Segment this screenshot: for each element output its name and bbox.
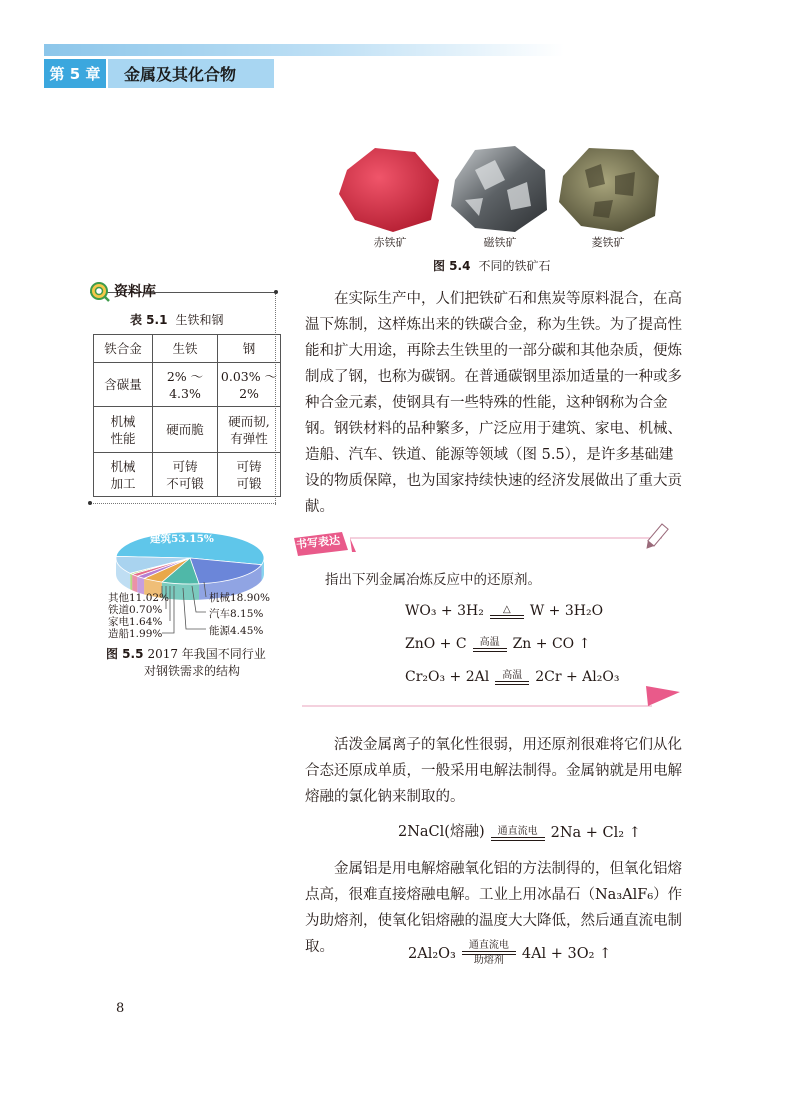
table-cell: 含碳量 (94, 363, 153, 407)
eq2-condition (473, 637, 507, 652)
eq3-left: Cr₂O₃ + 2Al (405, 669, 490, 685)
figure-5-5-number: 图 5.5 (106, 647, 144, 661)
al2o3-condition-under: 助熔剂 (473, 955, 504, 966)
pie-label-railway: 铁道0.70% (108, 604, 163, 616)
figure-5-4-number: 图 5.4 (433, 259, 471, 273)
equation-nacl (398, 820, 641, 841)
table-cell: 可铸 可锻 (218, 453, 281, 497)
nacl-condition-text: 通直流电 (497, 826, 538, 837)
table-cell: 0.03% ～ 2% (218, 363, 281, 407)
chapter-title: 金属及其化合物 (108, 59, 274, 88)
equation-wo3 (405, 603, 603, 619)
table-cell: 机械 性能 (94, 407, 153, 453)
figure-5-4-text: 不同的铁矿石 (478, 259, 551, 273)
table-cell: 硬而韧, 有弹性 (218, 407, 281, 453)
table-5-1-number: 表 5.1 (130, 313, 168, 327)
al2o3-left: 2Al₂O₃ (408, 945, 456, 962)
table-cell: 机械 加工 (94, 453, 153, 497)
eq2-right: Zn + CO ↑ (512, 636, 591, 652)
figure-5-5-line2: 对钢铁需求的结构 (144, 664, 241, 678)
eq1-condition (490, 604, 524, 619)
equation-al2o3 (408, 940, 611, 967)
al2o3-condition (462, 940, 516, 967)
equation-cr2o3 (405, 669, 619, 685)
page-number: 8 (116, 1001, 125, 1016)
figure-5-5-caption (106, 646, 266, 680)
eq3-condition-text: 高温 (502, 670, 523, 681)
paragraph-electrolysis: 活泼金属离子的氧化性很弱，用还原剂很难将它们从化合态还原成单质，一般采用电解法制得。金属钠就是用电解熔融的氯化钠来制取的。 (305, 737, 682, 805)
eq1-left: WO₃ + 3H₂ (405, 603, 484, 619)
writing-prompt: 指出下列金属冶炼反应中的还原剂。 (325, 572, 541, 588)
eq1-right: W + 3H₂O (529, 603, 604, 619)
eq2-left: ZnO + C (405, 636, 467, 652)
figure-5-5-line1: 2017 年我国不同行业 (147, 647, 266, 661)
siderite-label: 菱铁矿 (591, 236, 625, 249)
nacl-condition (491, 826, 545, 841)
table-header-cell: 钢 (218, 335, 281, 363)
eq3-right: 2Cr + Al₂O₃ (535, 669, 620, 685)
al2o3-condition-text: 通直流电 (468, 940, 509, 951)
paragraph-steel-uses: 钢铁材料的品种繁多，广泛应用于建筑、家电、机械、造船、汽车、铁道、能源等领域（图 5.5），是许多基础建设的物质保障，也为国家持续快速的经济发展做出了重大贡献。 (305, 421, 682, 515)
al2o3-right: 4Al + 3O₂ ↑ (521, 945, 612, 962)
equation-zno (405, 636, 590, 652)
paragraph-pig-iron-steel: 在实际生产中，人们把铁矿石和焦炭等原料混合，在高温下炼制，这样炼出来的铁碳合金，称为生铁。为了提高性能和扩大用途，再除去生铁里的一部分碳和其他杂质，便炼制成了钢，也称为碳钢。在普通碳钢里添加适量的一种或多种合金元素，使钢具有一些特殊的性能，这种钢称为合金钢。 (305, 291, 682, 437)
pie-label-construction: 建筑53.15% (150, 533, 214, 545)
pie-label-shipbuilding: 造船1.99% (108, 628, 163, 640)
pie-label-machinery: 机械18.90% (209, 592, 271, 604)
pie-label-auto: 汽车8.15% (209, 608, 264, 620)
table-header-cell: 生铁 (153, 335, 218, 363)
chapter-number: 第 5 章 (44, 59, 106, 88)
table-cell: 硬而脆 (153, 407, 218, 453)
pie-label-appliance: 家电1.64% (108, 616, 163, 628)
table-cell: 2% ～ 4.3% (153, 363, 218, 407)
table-header-cell: 铁合金 (94, 335, 153, 363)
pie-label-other: 其他11.02% (108, 592, 170, 604)
pie-label-energy: 能源4.45% (209, 625, 264, 637)
writing-tag: 书写表达 (295, 533, 341, 552)
eq1-condition-text: △ (502, 604, 511, 615)
nacl-left: 2NaCl(熔融) (398, 824, 485, 840)
magnetite-label: 磁铁矿 (483, 236, 517, 249)
eq3-condition (495, 670, 529, 685)
paragraph-aluminum: 金属铝是用电解熔融氧化铝的方法制得的，但氧化铝熔点高，很难直接熔融电解。工业上用冰晶石（Na₃AlF₆）作为助熔剂，使氧化铝熔融的温度大大降低，然后通直流电制取。 (305, 861, 683, 955)
table-5-1-text: 生铁和钢 (175, 313, 224, 327)
resource-box-title: 资料库 (114, 284, 156, 300)
table-cell: 可铸 不可锻 (153, 453, 218, 497)
eq2-condition-text: 高温 (479, 637, 500, 648)
hematite-label: 赤铁矿 (373, 236, 407, 249)
nacl-right: 2Na + Cl₂ ↑ (550, 825, 641, 841)
